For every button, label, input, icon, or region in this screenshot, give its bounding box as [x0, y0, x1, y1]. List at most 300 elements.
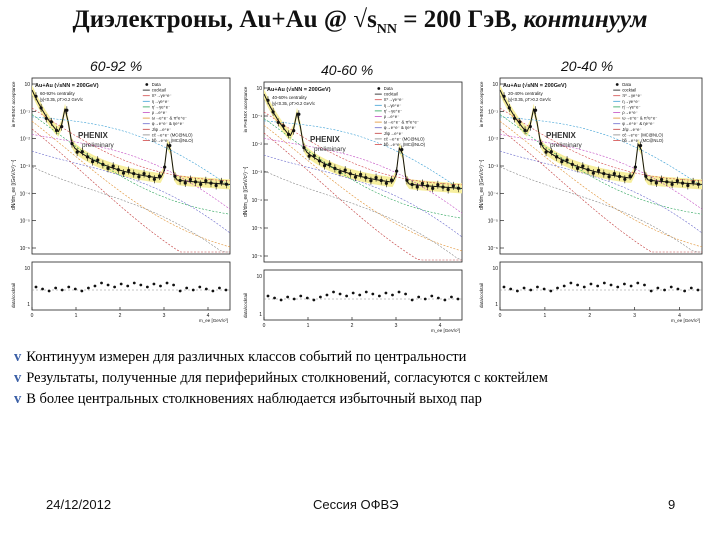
dielectron-plot [240, 78, 468, 334]
x-tick-label: 1 [543, 313, 547, 319]
data-point [328, 163, 331, 166]
data-point [686, 184, 689, 187]
component-curve [264, 155, 462, 237]
data-point [560, 160, 563, 163]
data-point [266, 99, 269, 102]
ratio-point [663, 289, 666, 292]
y-tick-label: 10⁻⁴ [19, 191, 30, 198]
data-point [86, 155, 89, 158]
plot-acceptance: |y|<0.35, pT>0.2 GeV/c [40, 97, 84, 102]
legend-entry: η→γe⁺e⁻ [383, 102, 402, 108]
ratio-point [549, 290, 552, 293]
data-point [117, 168, 120, 171]
x-tick-label: 1 [74, 313, 78, 319]
data-point [96, 159, 99, 162]
component-curve [32, 151, 230, 233]
data-point [81, 150, 84, 153]
ratio-point [430, 295, 433, 298]
ratio-point [365, 291, 368, 294]
legend-entry: η→γe⁺e⁻ [151, 98, 170, 104]
data-point [634, 165, 637, 168]
data-point [209, 182, 212, 185]
y-tick-label: 10⁻¹ [488, 109, 498, 116]
data-point [592, 172, 595, 175]
x-tick-label: 4 [438, 323, 442, 329]
ratio-point [166, 282, 169, 285]
y-tick-label: 10⁻⁶ [19, 246, 30, 252]
data-point [544, 150, 547, 153]
y-axis-acceptance: in PHENIX acceptance [243, 86, 248, 133]
data-point [112, 165, 115, 168]
ratio-point [113, 286, 116, 289]
ratio-point [371, 293, 374, 296]
x-tick-label: 2 [118, 313, 122, 319]
ratio-point [543, 288, 546, 291]
legend-entry: cc̄→e⁺e⁻ (MC@NLO) [151, 132, 193, 138]
ratio-point [556, 287, 559, 290]
data-point [344, 169, 347, 172]
legend-entry: cc̄→e⁺e⁻ (MC@NLO) [383, 136, 425, 142]
ratio-point [536, 286, 539, 289]
data-point [550, 150, 553, 153]
ratio-point [457, 298, 460, 301]
data-point [416, 185, 419, 188]
data-point [576, 167, 579, 170]
data-point [529, 125, 532, 128]
data-point [359, 173, 362, 176]
data-point [354, 176, 357, 179]
data-point [137, 175, 140, 178]
data-point [364, 176, 367, 179]
bullet-list [14, 347, 548, 410]
ratio-point [603, 282, 606, 285]
ratio-point [299, 295, 302, 298]
data-point [189, 178, 192, 181]
ratio-point [80, 290, 83, 293]
ratio-point [378, 295, 381, 298]
footer-date: 24/12/2012 [46, 497, 112, 512]
ratio-tick-label: 10 [24, 266, 30, 272]
data-point [287, 133, 290, 136]
legend-entry: cocktail [622, 87, 637, 93]
x-tick-label: 3 [394, 323, 398, 329]
data-point [457, 187, 460, 190]
ratio-point [74, 288, 77, 291]
data-point [555, 155, 558, 158]
y-tick-label: 10⁻⁴ [251, 198, 262, 204]
legend-entry: ρ→e⁺e⁻ [622, 110, 638, 115]
bullet-marker: v [14, 349, 22, 365]
data-point [660, 178, 663, 181]
y-tick-label: 10⁻⁵ [19, 218, 30, 225]
data-point [318, 159, 321, 162]
data-point [158, 174, 161, 177]
legend-entry: J/ψ→e⁺e⁻ [151, 126, 172, 132]
ratio-tick-label: 10 [492, 266, 498, 272]
ratio-point [185, 287, 188, 290]
y-tick-label: 10⁻⁵ [251, 226, 262, 232]
preliminary-label: preliminary [550, 142, 582, 149]
data-point [697, 183, 700, 186]
y-tick-label: 10⁻³ [20, 164, 30, 170]
ratio-point [211, 290, 214, 293]
data-point [571, 163, 574, 166]
y-tick-label: 10⁻² [20, 136, 30, 143]
ratio-point [523, 287, 526, 290]
ratio-point [54, 287, 57, 290]
legend-entry: π⁰→γe⁺e⁻ [151, 93, 172, 99]
y-tick-label: 10 [24, 82, 30, 88]
data-point [539, 142, 542, 145]
ratio-tick-label: 1 [259, 312, 262, 318]
ratio-axis-label: data/cocktail [243, 292, 248, 318]
ratio-point [218, 287, 221, 290]
y-tick-label: 10⁻³ [488, 164, 498, 170]
plot-acceptance: |y|<0.35, pT>0.2 GeV/c [272, 101, 316, 106]
data-point [313, 154, 316, 157]
data-point [70, 142, 73, 145]
ratio-tick-label: 1 [27, 302, 30, 308]
data-point [411, 183, 414, 186]
data-point [607, 175, 610, 178]
ratio-point [417, 296, 420, 299]
ratio-point [616, 286, 619, 289]
x-tick-label: 3 [633, 313, 637, 319]
data-point [447, 188, 450, 191]
legend-entry: η'→γe⁺e⁻ [151, 104, 171, 110]
ratio-point [192, 289, 195, 292]
legend-entry: η'→γe⁺e⁻ [383, 108, 403, 114]
data-point [441, 186, 444, 189]
ratio-point [61, 289, 64, 292]
bullet-marker: v [14, 391, 22, 407]
plot-panel-20-40 [476, 74, 708, 324]
legend-marker [377, 87, 380, 90]
data-point [184, 181, 187, 184]
panel-label-60-92: 60-92 % [90, 58, 143, 74]
data-point [76, 150, 79, 153]
data-point [390, 178, 393, 181]
data-point [369, 179, 372, 182]
x-tick-label: 2 [588, 313, 592, 319]
data-point [534, 109, 537, 112]
x-tick-label: 4 [206, 313, 210, 319]
data-point [142, 172, 145, 175]
legend-entry: J/ψ→e⁺e⁻ [622, 126, 642, 132]
data-point [436, 183, 439, 186]
data-point [655, 181, 658, 184]
ratio-point [312, 299, 315, 302]
ratio-point [411, 299, 414, 302]
ratio-point [133, 282, 136, 285]
data-point [565, 159, 568, 162]
ratio-tick-label: 10 [256, 274, 262, 280]
bullet-item: v Континуум измерен для различных классов событий по центральности [14, 349, 467, 365]
plot-header: Au+Au (√sNN = 200GeV) [267, 87, 331, 93]
y-tick-label: 10⁻¹ [20, 109, 30, 116]
data-point [127, 169, 130, 172]
ratio-point [146, 286, 149, 289]
legend-marker [616, 83, 619, 86]
data-point [132, 172, 135, 175]
ratio-point [656, 287, 659, 290]
ratio-point [225, 289, 228, 292]
plot-panel-40-60 [240, 78, 468, 334]
ratio-axis-label: data/cocktail [479, 282, 484, 308]
data-point [173, 175, 176, 178]
ratio-point [385, 292, 388, 295]
data-point [431, 187, 434, 190]
data-point [163, 165, 166, 168]
data-point [308, 154, 311, 157]
legend-entry: bb̄→e⁺e⁻ (MC@NLO) [151, 138, 194, 143]
plot-acceptance: |y|<0.35, pT>0.2 GeV/c [508, 97, 552, 102]
data-point [101, 163, 104, 166]
x-axis-label: m_ee [GeV/c²] [430, 328, 460, 333]
data-point [277, 121, 280, 124]
ratio-point [107, 284, 110, 287]
legend-entry: Data [151, 82, 161, 87]
data-point [649, 179, 652, 182]
data-point [338, 171, 341, 174]
panel-label-20-40: 20-40 % [561, 58, 614, 74]
data-point [220, 180, 223, 183]
ratio-point [267, 295, 270, 298]
data-point [681, 182, 684, 185]
y-tick-label: 10⁻² [488, 136, 498, 143]
y-tick-label: 10 [492, 82, 498, 88]
data-point [628, 174, 631, 177]
x-tick-label: 0 [262, 323, 266, 329]
legend-entry: ρ→e⁺e⁻ [383, 114, 400, 119]
data-point [581, 165, 584, 168]
legend-entry: η→γe⁺e⁻ [622, 98, 640, 104]
ratio-point [326, 294, 329, 297]
data-point [323, 164, 326, 167]
data-point [292, 129, 295, 132]
plot-header: Au+Au (√sNN = 200GeV) [503, 83, 567, 89]
data-point [199, 183, 202, 186]
data-point [613, 172, 616, 175]
legend-entry: cc̄→e⁺e⁻ (MC@NLO) [622, 132, 663, 138]
legend-entry: φ→e⁺e⁻ & ηe⁺e⁻ [383, 125, 417, 131]
plot-centrality: 20-40% centrality [508, 91, 543, 96]
ratio-point [583, 286, 586, 289]
ratio-point [358, 294, 361, 297]
ratio-point [306, 297, 309, 300]
main-frame [500, 78, 702, 254]
main-frame [32, 78, 230, 254]
y-tick-label: 10⁻³ [252, 170, 262, 176]
data-point [523, 129, 526, 132]
x-tick-label: 0 [498, 313, 502, 319]
data-point [297, 113, 300, 116]
x-axis-label: m_ee [GeV/c²] [670, 318, 700, 323]
data-point [502, 95, 505, 98]
legend-entry: η'→γe⁺e⁻ [622, 104, 641, 110]
data-point [602, 172, 605, 175]
ratio-point [87, 287, 90, 290]
y-tick-label: 10⁻⁶ [251, 254, 262, 260]
ratio-point [643, 284, 646, 287]
data-point [385, 182, 388, 185]
data-point [168, 144, 171, 147]
ratio-point [172, 284, 175, 287]
legend-marker [145, 83, 148, 86]
phenix-logo: PHENIX [546, 131, 576, 140]
y-tick-label: 10⁻² [252, 142, 262, 148]
legend-entry: bb̄→e⁺e⁻ (MC@NLO) [622, 138, 664, 143]
footer-center: Сессия ОФВЭ [313, 497, 399, 512]
plot-centrality: 40-60% centrality [272, 95, 307, 100]
panel-label-40-60: 40-60 % [321, 62, 374, 78]
y-tick-label: 10 [256, 86, 262, 92]
data-point [644, 175, 647, 178]
data-point [272, 110, 275, 113]
component-curve [500, 126, 702, 252]
plot-centrality: 60-92% centrality [40, 91, 75, 96]
component-curve [32, 126, 230, 252]
ratio-point [636, 282, 639, 285]
ratio-point [41, 288, 44, 291]
data-point [50, 120, 53, 123]
data-point [34, 95, 37, 98]
data-point [426, 184, 429, 187]
ratio-point [48, 290, 51, 293]
x-axis-label: m_ee [GeV/c²] [198, 318, 228, 323]
data-point [400, 148, 403, 151]
data-point [65, 109, 68, 112]
data-point [639, 144, 642, 147]
plot-header: Au+Au (√sNN = 200GeV) [35, 83, 99, 89]
ratio-axis-label: data/cocktail [11, 282, 16, 308]
x-tick-label: 1 [306, 323, 310, 329]
data-point [374, 176, 377, 179]
ratio-point [690, 287, 693, 290]
x-tick-label: 3 [162, 313, 166, 319]
ratio-point [179, 290, 182, 293]
data-point [153, 178, 156, 181]
ratio-point [332, 291, 335, 294]
x-tick-label: 2 [350, 323, 354, 329]
bullet-item: v Результаты, полученные для периферийных столкновений, согласуются с коктейлем [14, 370, 548, 386]
data-point [106, 167, 109, 170]
ratio-point [286, 296, 289, 299]
y-tick-label: 10⁻⁵ [487, 218, 498, 225]
ratio-point [596, 285, 599, 288]
y-axis-acceptance: in PHENIX acceptance [11, 81, 16, 128]
ratio-point [610, 284, 613, 287]
ratio-point [630, 285, 633, 288]
ratio-point [293, 298, 296, 301]
ratio-point [126, 285, 129, 288]
y-axis-label: dN/dm_ee [(GeV/c²)⁻¹] [479, 159, 485, 210]
ratio-point [94, 285, 97, 288]
y-axis-label: dN/dm_ee [(GeV/c²)⁻¹] [243, 166, 249, 217]
y-tick-label: 10⁻⁴ [487, 191, 498, 198]
data-point [692, 180, 695, 183]
data-point [122, 172, 125, 175]
ratio-point [198, 286, 201, 289]
legend-entry: cocktail [383, 91, 398, 97]
preliminary-label: preliminary [82, 142, 114, 149]
phenix-logo: PHENIX [310, 135, 340, 144]
ratio-point [398, 291, 401, 294]
x-tick-label: 4 [678, 313, 681, 319]
ratio-point [590, 283, 593, 286]
legend-entry: ω→e⁺e⁻ & π⁰e⁺e⁻ [383, 119, 420, 125]
ratio-point [677, 288, 680, 291]
data-point [45, 117, 48, 120]
data-point [55, 129, 58, 132]
ratio-point [697, 289, 700, 292]
data-point [405, 179, 408, 182]
data-point [225, 183, 228, 186]
plot-panel-60-92 [8, 74, 236, 324]
legend-entry: ω→e⁺e⁻ & π⁰e⁺e⁻ [151, 115, 188, 121]
component-curve [500, 151, 702, 233]
legend-entry: cocktail [151, 87, 166, 93]
legend-entry: π⁰→γe⁺e⁻ [622, 93, 643, 99]
data-point [91, 160, 94, 163]
data-point [395, 169, 398, 172]
ratio-point [319, 296, 322, 299]
data-point [302, 146, 305, 149]
y-tick-label: 10⁻⁶ [487, 246, 498, 252]
footer-page: 9 [668, 497, 676, 512]
data-point [333, 167, 336, 170]
data-point [179, 179, 182, 182]
ratio-point [352, 292, 355, 295]
y-axis-label: dN/dm_ee [(GeV/c²)⁻¹] [11, 159, 17, 210]
ratio-point [339, 293, 342, 296]
data-point [508, 106, 511, 109]
ratio-point [437, 297, 440, 300]
data-point [597, 169, 600, 172]
data-point [421, 182, 424, 185]
data-point [618, 175, 621, 178]
ratio-point [503, 286, 506, 289]
ratio-point [683, 290, 686, 293]
ratio-point [205, 288, 208, 291]
data-point [215, 184, 218, 187]
ratio-point [576, 284, 579, 287]
data-point [349, 172, 352, 175]
ratio-point [391, 294, 394, 297]
y-tick-label: 10⁻¹ [252, 114, 262, 120]
data-point [148, 175, 151, 178]
data-point [665, 180, 668, 183]
ratio-point [650, 290, 653, 293]
y-axis-acceptance: in PHENIX acceptance [479, 81, 484, 128]
ratio-point [159, 285, 162, 288]
legend-entry: φ→e⁺e⁻ & ηe⁺e⁻ [151, 121, 185, 127]
data-point [513, 117, 516, 120]
ratio-point [670, 286, 673, 289]
ratio-point [623, 283, 626, 286]
data-point [204, 179, 207, 182]
ratio-point [280, 299, 283, 302]
ratio-point [516, 290, 519, 293]
phenix-logo: PHENIX [78, 131, 108, 140]
data-point [586, 168, 589, 171]
slide-title: Диэлектроны, Au+Au @ $√s_{NN} = 200$ ГэВ, континуум [72, 6, 648, 37]
ratio-point [345, 295, 348, 298]
ratio-point [509, 288, 512, 291]
ratio-point [35, 286, 38, 289]
data-point [518, 120, 521, 123]
data-point [623, 178, 626, 181]
